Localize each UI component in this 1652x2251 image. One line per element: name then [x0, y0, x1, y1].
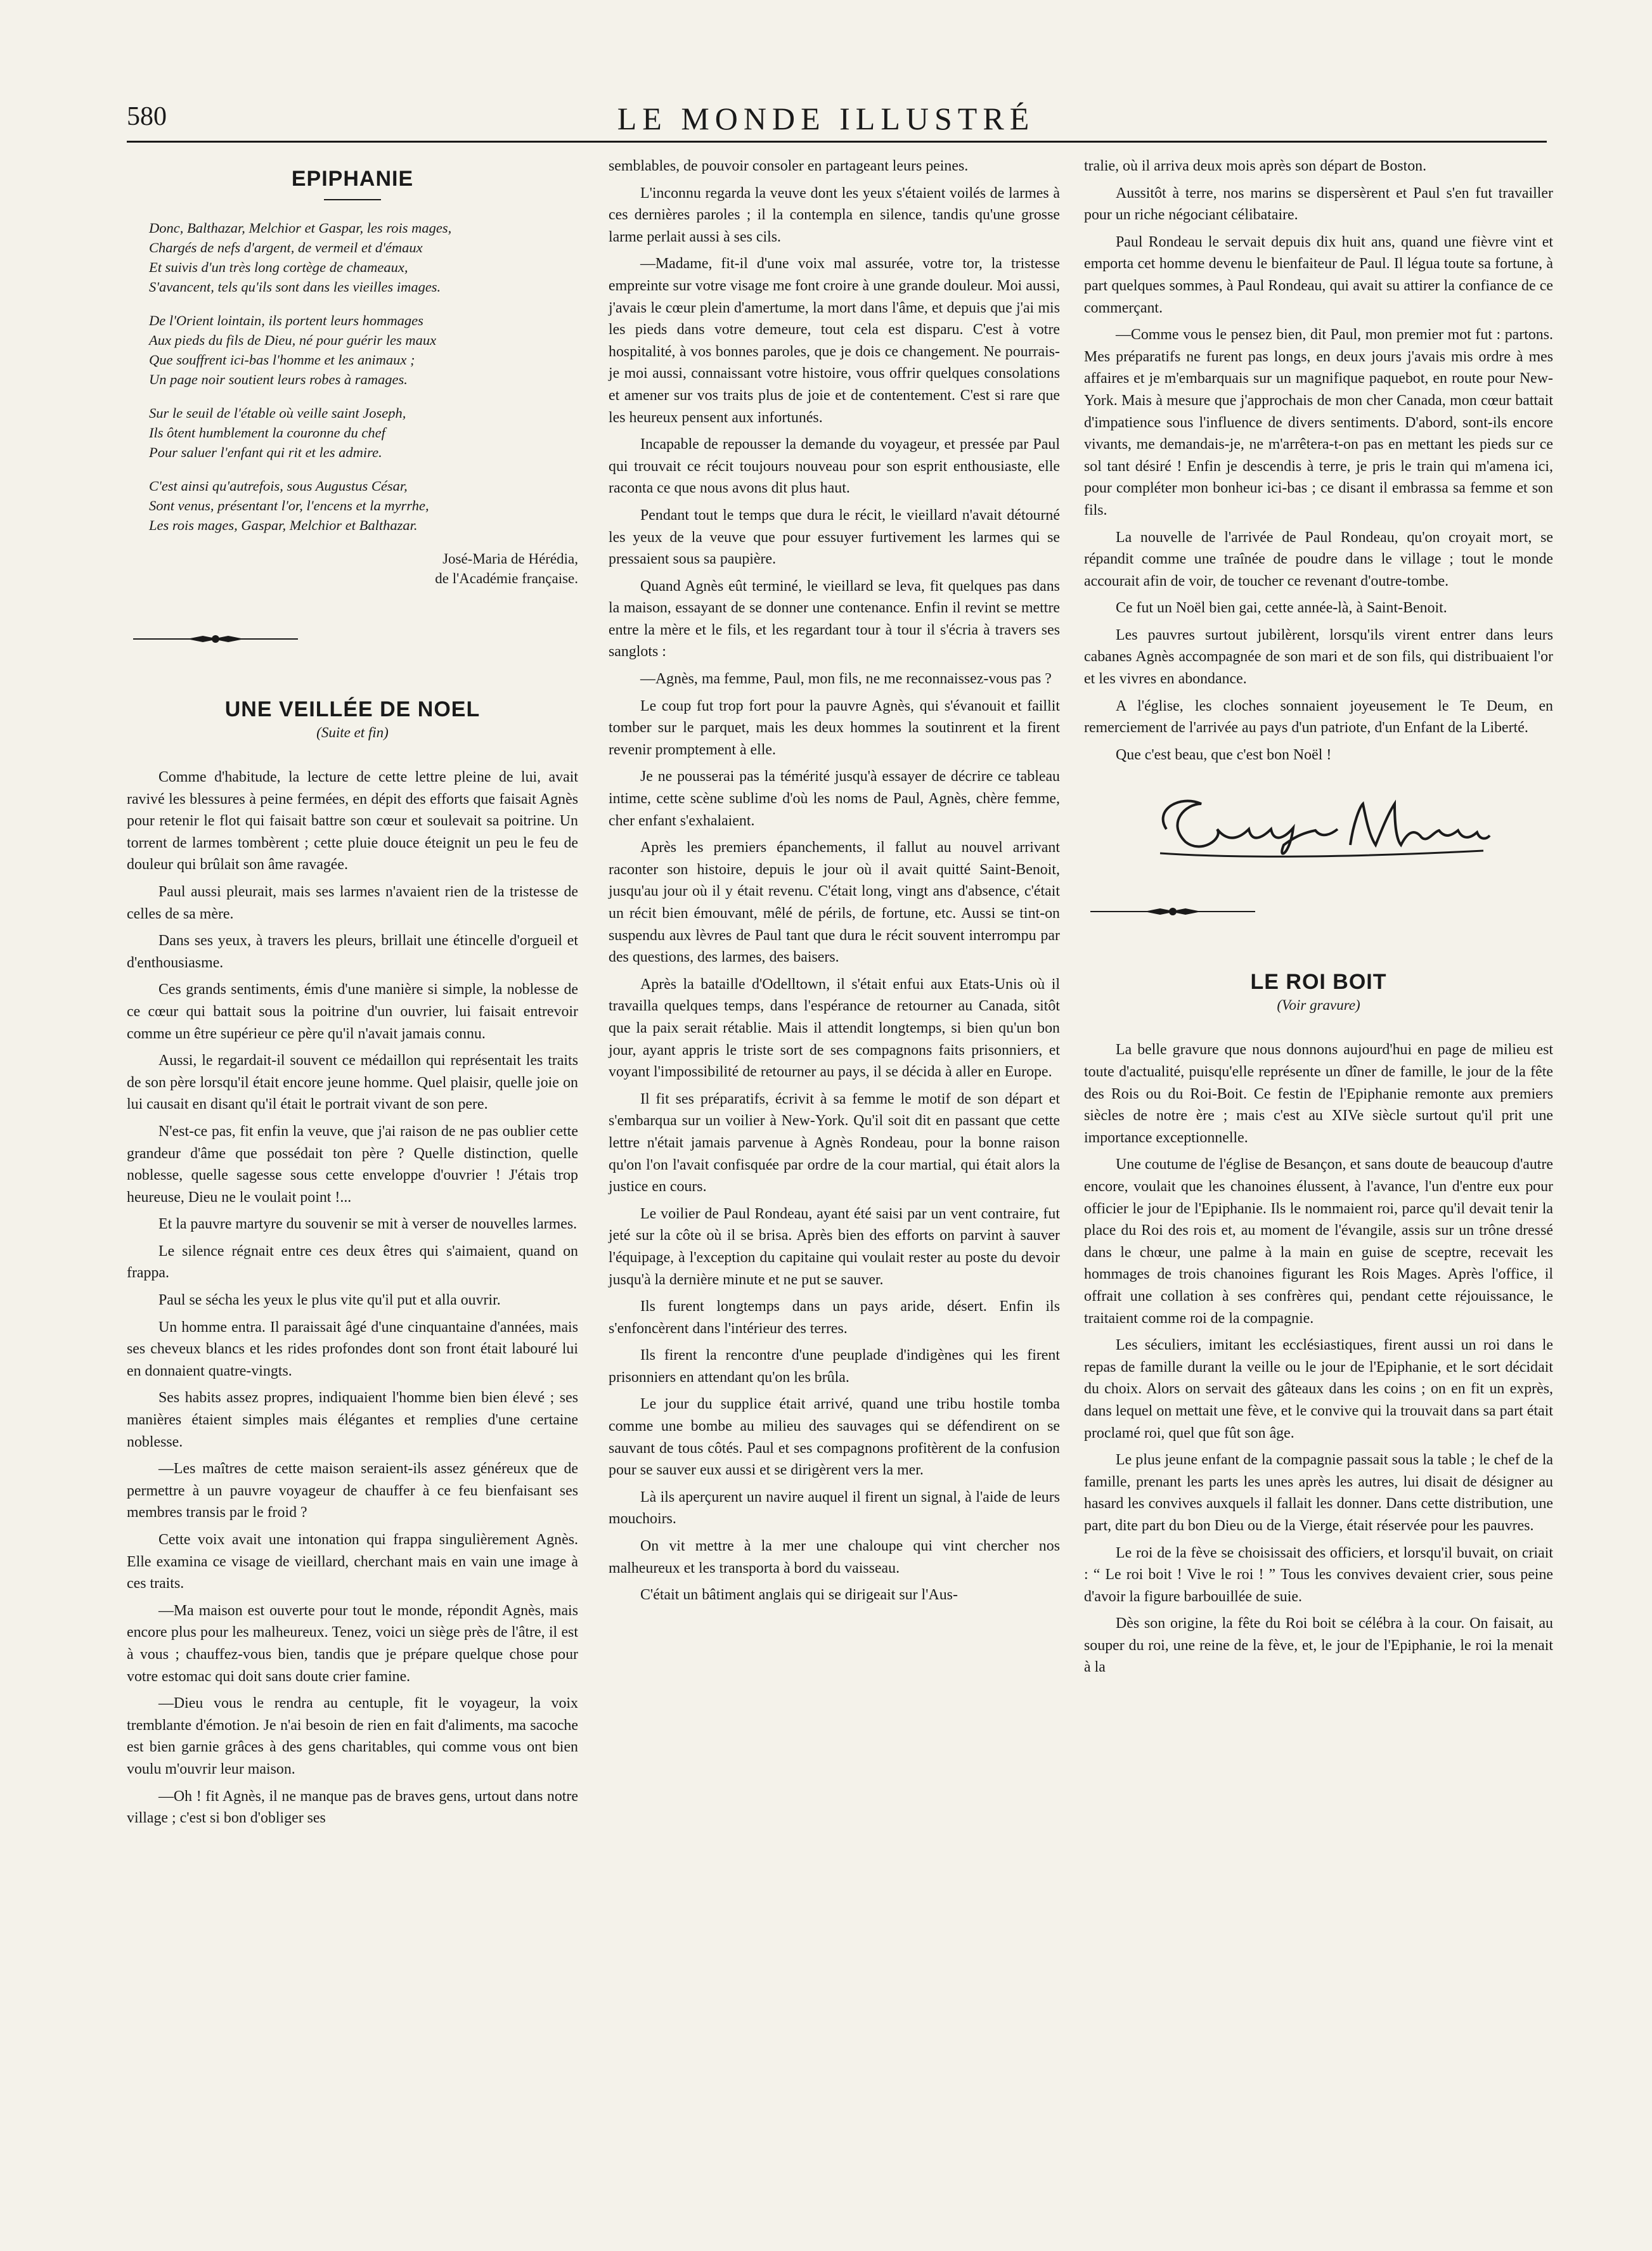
column-3 [1084, 155, 1553, 1684]
poem-stanza [127, 403, 578, 462]
paragraph: Paul aussi pleurait, mais ses larmes n'avaient rien de la tristesse de celles de sa mère. [127, 883, 578, 922]
paragraph: Ils furent longtemps dans un pays aride, désert. Enfin ils s'enfoncèrent dans l'intérieur des terres. [609, 1298, 1060, 1337]
paragraph: Là ils aperçurent un navire auquel il firent un signal, à l'aide de leurs mouchoirs. [609, 1488, 1060, 1528]
paragraph: Après la bataille d'Odelltown, il s'était enfui aux Etats-Unis où il travailla quelques temps, dans l'espérance de retourner au Canada, sitôt que la paix serait rétablie. Mais il attendit longtemps, si bien qu'un bon jour, ayant appris le triste sort de ses compagnons faits prisonniers, et voyant l'impossibilité de retourner au pays, il se décida à aller en Europe. [609, 976, 1060, 1081]
paragraph: Dans ses yeux, à travers les pleurs, brillait une étincelle d'orgueil et d'enthousiasme. [127, 932, 578, 971]
paragraph: N'est-ce pas, fit enfin la veuve, que j'ai raison de ne pas oublier cette grandeur d'âme que possédait ton père ? Quelle distinction, quelle noblesse, quelle sagesse sous cette enveloppe d'ouvrier ! J'étais trop heureuse, Dieu ne le voulait point !... [127, 1123, 578, 1206]
author-signature [1141, 785, 1496, 867]
verse-line: Que souffrent ici-bas l'homme et les animaux ; [149, 352, 415, 368]
article-subtitle: (Voir gravure) [1277, 997, 1360, 1014]
paragraph: Un homme entra. Il paraissait âgé d'une cinquantaine d'années, mais ses cheveux blancs et les rides profondes dont son front était labouré lui en donnaient quatre-vingts. [127, 1319, 578, 1379]
column-1 [127, 155, 578, 1835]
paragraph: Le silence régnait entre ces deux êtres qui s'aimaient, quand on frappa. [127, 1242, 578, 1282]
page-number: 580 [127, 102, 167, 131]
paragraph: Le roi de la fève se choisissait des officiers, et lorsqu'il buvait, on criait : “ Le roi boit ! Vive le roi ! ” Tous les convives devaient crier, sous peine d'avoir la figure barbouillée de suie. [1084, 1544, 1553, 1605]
paragraph: Et la pauvre martyre du souvenir se mit à verser de nouvelles larmes. [158, 1216, 578, 1233]
paragraph: Ces grands sentiments, émis d'une manière si simple, la noblesse de ce cœur qui battait sous la poitrine d'un ouvrier, lui faisait entrevoir comme un être supérieur ce père qu'il n'avait jamais connu. [127, 981, 578, 1042]
paragraph: L'inconnu regarda la veuve dont les yeux s'étaient voilés de larmes à ces dernières paroles ; il la contempla en silence, tandis qu'une grosse larme perlait aussi à ses cils. [609, 184, 1060, 245]
paragraph: Le jour du supplice était arrivé, quand une tribu hostile tomba comme une bombe au milieu des sauvages qui se défendirent on se sauvant de tous côtés. Paul et ses compagnons profitèrent de la confusion pour se sauver eux aussi et se dirigèrent vers la mer. [609, 1396, 1060, 1479]
paragraph: —Agnès, ma femme, Paul, mon fils, ne me reconnaissez-vous pas ? [640, 671, 1052, 688]
paragraph: Aussitôt à terre, nos marins se dispersèrent et Paul s'en fut travailler pour un riche négociant célibataire. [1084, 184, 1553, 224]
poem-stanza [127, 218, 578, 297]
paragraph: Paul se sécha les yeux le plus vite qu'il put et alla ouvrir. [158, 1292, 501, 1309]
paragraph: Incapable de repousser la demande du voyageur, et pressée par Paul qui trouvait ce récit toujours nouveau pour son esprit enthousiaste, elle raconta ce que nous avons dit plus haut. [609, 436, 1060, 497]
paragraph: Le voilier de Paul Rondeau, ayant été saisi par un vent contraire, fut jeté sur la côte où il se brisa. Après bien des efforts on parvint à sauver l'équipage, à l'exception du capitaine qui voulait rester au poste du devoir jusqu'à la dernière minute et ne put se sauver. [609, 1205, 1060, 1288]
paragraph: Paul Rondeau le servait depuis dix huit ans, quand une fièvre vint et emporta cet homme devenu le bienfaiteur de Paul. Il légua toute sa fortune, à part quelques sommes, à Paul Rondeau, qui avait su attirer la confiance de ce commerçant. [1084, 233, 1553, 316]
paragraph: —Oh ! fit Agnès, il ne manque pas de braves gens, urtout dans notre village ; c'est si bon d'obliger ses [127, 1788, 578, 1827]
verse-line: Et suivis d'un très long cortège de chameaux, [149, 259, 408, 275]
paragraph: —Comme vous le pensez bien, dit Paul, mon premier mot fut : partons. Mes préparatifs ne furent pas longs, en deux jours j'avais mis ordre à mes affaires et je m'embarquais sur un magnifique paquebot, en route pour New-York. Mais à mesure que j'approchais de mon cher Canada, mon cœur battait d'impatience sous l'influence de divers sentiments. D'abord, sont-ils encore vivants, me demandais-je, ne m'arrêtera-t-on pas en mettant les pieds sur ce sol tant désiré ! Enfin je descendis à terre, je pris le train qui m'amena ici, pour compléter mon bonheur ici-bas ; ce disant il embrassa sa femme et son fils. [1084, 326, 1553, 519]
paragraph: Dès son origine, la fête du Roi boit se célébra à la cour. On faisait, au souper du roi, une reine de la fève, et, le jour de l'Epiphanie, le roi la menait à la [1084, 1615, 1553, 1676]
paragraph: Cette voix avait une intonation qui frappa singulièrement Agnès. Elle examina ce visage de vieillard, cherchant mais en vain une image à ces traits. [127, 1532, 578, 1592]
story-title: UNE VEILLÉE DE NOEL [224, 697, 481, 721]
verse-line: C'est ainsi qu'autrefois, sous Augustus César, [149, 478, 408, 494]
poem-author-note: de l'Académie française. [435, 571, 578, 586]
header-rule [127, 141, 1547, 143]
paragraph: Que c'est beau, que c'est bon Noël ! [1116, 746, 1332, 763]
paragraph: Ce fut un Noël bien gai, cette année-là, à Saint-Benoit. [1116, 600, 1447, 617]
paragraph: —Ma maison est ouverte pour tout le monde, répondit Agnès, mais encore plus pour les malheureux. Tenez, voici un siège près de l'âtre, il est à vous ; chauffez-vous bien, tandis que je prépare quelque chose pour votre estomac qui doit sans doute crier famine. [127, 1602, 578, 1685]
section-ornament [127, 633, 304, 645]
paragraph: Le plus jeune enfant de la compagnie passait sous la table ; le chef de la famille, prenant les parts les unes après les autres, lui disait de désigner au hasard les convives auxquels il fallait les donner. Dans cette distribution, une part, dite part du bon Dieu ou de la Vierge, était réservée pour les pauvres. [1084, 1452, 1553, 1534]
paragraph: Après les premiers épanchements, il fallut au nouvel arrivant raconter son histoire, depuis le jour où il avait quitté Saint-Benoit, jusqu'au jour où il y était revenu. C'était long, vingt ans d'absence, c'était un récit bien émouvant, mêlé de périls, de fortune, etc. Aussi se tint-on suspendu aux lèvres de Paul tant que dura le récit souvent interrompu par des questions, des larmes, des baisers. [609, 839, 1060, 966]
paragraph: Quand Agnès eût terminé, le vieillard se leva, fit quelques pas dans la maison, essayant de se donner une contenance. Enfin il revint se mettre entre la mère et le fils, et les regardant tour à tour il s'écria à travers ses sanglots : [609, 577, 1060, 661]
paragraph: semblables, de pouvoir consoler en partageant leurs peines. [609, 158, 969, 174]
verse-line: Sont venus, présentant l'or, l'encens et la myrrhe, [149, 498, 429, 513]
verse-line: De l'Orient lointain, ils portent leurs hommages [149, 313, 423, 328]
section-ornament [1084, 905, 1262, 918]
verse-line: Un page noir soutient leurs robes à ramages. [149, 371, 408, 387]
poem-author: José-Maria de Hérédia, [442, 551, 578, 567]
column-2 [609, 155, 1060, 1611]
title-rule [324, 199, 381, 200]
paragraph: Ils firent la rencontre d'une peuplade d'indigènes qui les firent prisonniers en attendant qu'on les brûla. [609, 1347, 1060, 1386]
verse-line: Ils ôtent humblement la couronne du chef [149, 425, 385, 441]
verse-line: Chargés de nefs d'argent, de vermeil et d'émaux [149, 240, 423, 255]
masthead-title: LE MONDE ILLUSTRÉ [617, 101, 1035, 136]
paragraph: A l'église, les cloches sonnaient joyeusement le Te Deum, en remerciement de l'arrivée au pays d'un patriote, d'un Enfant de la Liberté. [1084, 697, 1553, 737]
poem-stanza [127, 311, 578, 389]
poem-stanza [127, 476, 578, 535]
verse-line: Sur le seuil de l'étable où veille saint Joseph, [149, 405, 406, 421]
paragraph: Le coup fut trop fort pour la pauvre Agnès, qui s'évanouit et faillit tomber sur le parquet, mais les deux hommes la soutinrent et la firent revenir promptement à elle. [609, 697, 1060, 758]
paragraph: Une coutume de l'église de Besançon, et sans doute de beaucoup d'autre encore, voulait que les chanoines élussent, à l'avance, l'un d'entre eux pour officier le jour de l'Epiphanie. Ils le nommaient roi, parce qu'il devait tenir la place du Roi des rois et, au moment de l'évangile, assis sur un trône dressé dans le chœur, une palme à la main en guise de sceptre, recevait les hommages de trois chanoines figurant les Rois Mages. Après l'office, il offrait une collation à ses confrères qui, pendant cette réjouissance, le traitaient comme roi de la compagnie. [1084, 1156, 1553, 1327]
paragraph: Ses habits assez propres, indiquaient l'homme bien bien élevé ; ses manières étaient simples mais élégantes et remplies d'une certaine noblesse. [127, 1390, 578, 1450]
paragraph: Je ne pousserai pas la témérité jusqu'à essayer de décrire ce tableau intime, cette scène sublime d'où les noms de Paul, Agnès, chère femme, cher enfant s'exhalaient. [609, 768, 1060, 829]
article-title: LE ROI BOIT [1250, 970, 1387, 995]
paragraph: Pendant tout le temps que dura le récit, le vieillard n'avait détourné les yeux de la veuve que pour essuyer furtivement les larmes qui se pressaient sous sa paupière. [609, 506, 1060, 568]
paragraph: Aussi, le regardait-il souvent ce médaillon qui représentait les traits de son père lorsqu'il était encore jeune homme. Quel plaisir, quelle joie on lui causait en disant qu'il était le portrait vivant de son pere. [127, 1052, 578, 1113]
paragraph: La nouvelle de l'arrivée de Paul Rondeau, qu'on croyait mort, se répandit comme une traînée de poudre dans le village ; tout le monde accourait afin de voir, de toucher ce revenant d'outre-tombe. [1084, 529, 1553, 590]
paragraph: La belle gravure que nous donnons aujourd'hui en page de milieu est toute d'actualité, puisqu'elle représente un dîner de famille, le jour de la fête des Rois ou du Roi-Boit. Ce festin de l'Epiphanie remonte aux premiers siècles de notre ère ; mais c'est au XIVe siècle surtout qu'il prit une importance exceptionnelle. [1084, 1042, 1553, 1146]
verse-line: Pour saluer l'enfant qui rit et les admire. [149, 444, 382, 460]
verse-line: Donc, Balthazar, Melchior et Gaspar, les rois mages, [149, 220, 452, 236]
paragraph: Les séculiers, imitant les ecclésiastiques, firent aussi un roi dans le repas de famille durant la veille ou le jour de l'Epiphanie, et le sort décidait du choix. Alors on servait des gâteaux dans les coins ; on en fit un exprès, dans lequel on mettait une fève, et le convive qui la trouvait dans sa part était proclamé roi, quel que fût son âge. [1084, 1337, 1553, 1442]
paragraph: tralie, où il arriva deux mois après son départ de Boston. [1084, 158, 1427, 174]
poem-title: EPIPHANIE [291, 167, 414, 191]
paragraph: Il fit ses préparatifs, écrivit à sa femme le motif de son départ et s'embarqua sur un voilier à New-York. Qu'il soit dit en passant que cette lettre n'était jamais parvenue à Agnès Rondeau, pour la bonne raison qu'on l'on l'avait confisquée par ordre de la cour martial, qui était alors la justice en cours. [609, 1090, 1060, 1196]
story-subtitle: (Suite et fin) [316, 725, 389, 740]
poem [127, 218, 578, 588]
paragraph: C'était un bâtiment anglais qui se dirigeait sur l'Aus- [640, 1587, 958, 1604]
paragraph: On vit mettre à la mer une chaloupe qui vint chercher nos malheureux et les transporta à bord du vaisseau. [609, 1538, 1060, 1577]
paragraph: Les pauvres surtout jubilèrent, lorsqu'ils virent entrer dans leurs cabanes Agnès accompagnée de son mari et de son fils, qui distribuaient l'or et les vivres en abondance. [1084, 626, 1553, 688]
paragraph: Comme d'habitude, la lecture de cette lettre pleine de lui, avait ravivé les blessures à peine fermées, en dépit des efforts que faisait Agnès pour retenir le flot qui faisait battre son cœur et soulevait sa poitrine. Un torrent de larmes tombèrent ; cette pluie douce éteignit un peu le feu de douleur qui brûlait son âme ravagée. [127, 769, 578, 874]
paragraph: —Madame, fit-il d'une voix mal assurée, votre tor, la tristesse empreinte sur votre visage me font croire à une grande douleur. Moi aussi, j'avais le cœur plein d'amertume, la mort dans l'âme, et depuis que j'ai mis les pieds dans votre demeure, tout cela est disparu. C'est à votre hospitalité, à vos bonnes paroles, que je dois ce changement. Ne pourrais-je moi aussi, connaissant votre histoire, vous offrir quelques consolations et amener sur vos traits plus de joie et de contentement. C'est si rare que les heureux pensent aux infortunés. [609, 255, 1060, 426]
verse-line: Aux pieds du fils de Dieu, né pour guérir les maux [149, 332, 437, 348]
verse-line: S'avancent, tels qu'ils sont dans les vieilles images. [149, 279, 441, 295]
paragraph: —Dieu vous le rendra au centuple, fit le voyageur, la voix tremblante d'émotion. Je n'ai besoin de rien en fait d'aliments, ma sacoche est bien garnie grâces à des gens charitables, qui comme vous ont bien voulu m'ouvrir leur maison. [127, 1695, 578, 1777]
verse-line: Les rois mages, Gaspar, Melchior et Balthazar. [149, 517, 418, 533]
paragraph: —Les maîtres de cette maison seraient-ils assez généreux que de permettre à un pauvre voyageur de chauffer à ce feu bienfaisant ses membres transis par le froid ? [127, 1461, 578, 1521]
